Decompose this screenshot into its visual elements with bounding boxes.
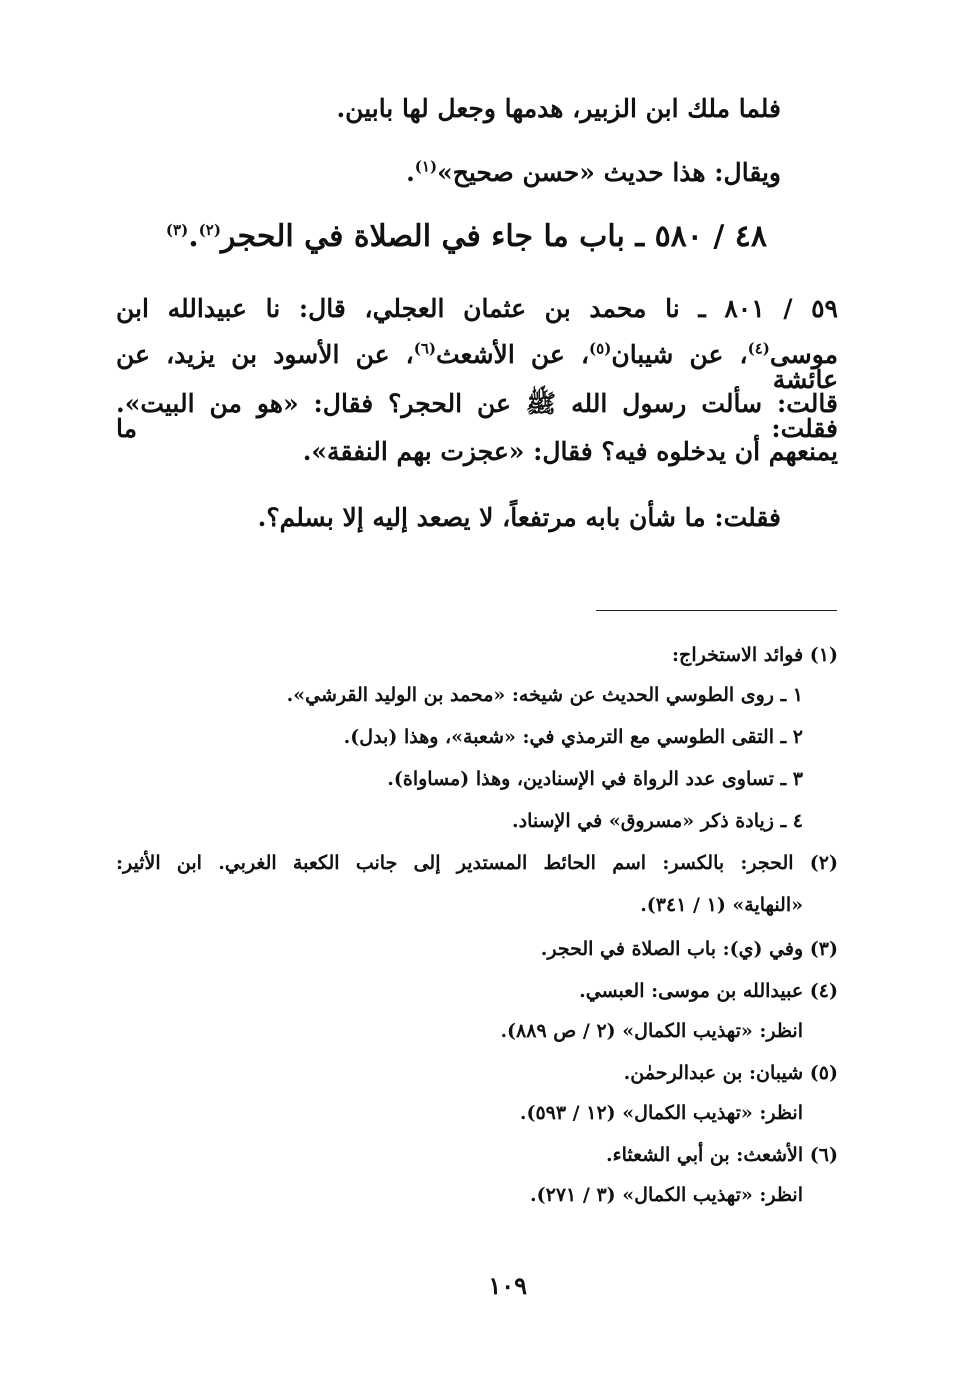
text-line-grading <box>406 157 781 187</box>
footnote-1-item-3: ٣ ـ تساوى عدد الرواة في الإسنادين، وهذا (مساواة). <box>387 768 803 790</box>
footnote-4-line-1: (٤) عبيدالله بن موسى: العبسي. <box>579 980 838 1002</box>
footnote-4-line-2: انظر: «تهذيب الكمال» (٢ / ص ٨٨٩). <box>500 1020 803 1042</box>
footnote-ref-5: (٥) <box>589 339 612 358</box>
footnote-ref-3: (٣) <box>165 221 189 239</box>
hadith-line-5: فقلت: ما شأن بابه مرتفعاً، لا يصعد إليه إلا بسلم؟. <box>257 503 781 532</box>
footnote-2-line-2: «النهاية» (١ / ٣٤١). <box>640 894 803 916</box>
chapter-heading-text: ٤٨ / ٥٨٠ ـ باب ما جاء في الصلاة في الحجر <box>220 219 767 254</box>
footnote-ref-1: (١) <box>414 157 438 176</box>
chapter-heading-end: . <box>188 219 199 254</box>
footnote-2-line-1: (٢) الحجر: بالكسر: اسم الحائط المستدير إلى جانب الكعبة الغربي. ابن الأثير: <box>116 852 838 874</box>
footnote-1-item-4: ٤ ـ زيادة ذكر «مسروق» في الإسناد. <box>512 810 803 832</box>
hadith-line-2-d: ، عن الأسود بن يزيد، عن عائشة <box>116 340 838 394</box>
chapter-heading <box>165 219 767 254</box>
hadith-line-3: قالت: سألت رسول الله ﷺ عن الحجر؟ فقال: «هو من البيت». فقلت: ما <box>116 389 838 443</box>
page-number: ١٠٩ <box>488 1271 527 1300</box>
text-line-fall-of-ibn-zubair: فلما ملك ابن الزبير، هدمها وجعل لها بابين. <box>336 94 781 123</box>
footnote-ref-4: (٤) <box>747 339 770 358</box>
footnote-1-item-1: ١ ـ روى الطوسي الحديث عن شيخه: «محمد بن الوليد القرشي». <box>286 684 803 706</box>
hadith-line-2-c: ، عن الأشعث <box>436 340 590 369</box>
grading-text: ويقال: هذا حديث «حسن صحيح» <box>437 158 781 187</box>
footnote-5-line-1: (٥) شيبان: بن عبدالرحمٰن. <box>623 1062 838 1084</box>
hadith-line-2-b: ، عن شيبان <box>611 340 748 369</box>
footnote-1-title: (١) فوائد الاستخراج: <box>672 644 838 666</box>
hadith-line-1: ٥٩ / ٨٠١ ـ نا محمد بن عثمان العجلي، قال: نا عبيدالله ابن <box>116 294 838 323</box>
hadith-line-4: يمنعهم أن يدخلوه فيه؟ فقال: «عجزت بهم النفقة». <box>302 437 838 466</box>
footnote-5-line-2: انظر: «تهذيب الكمال» (١٢ / ٥٩٣). <box>519 1102 803 1124</box>
hadith-line-2 <box>116 339 838 394</box>
footnote-separator <box>596 610 837 611</box>
footnote-6-line-2: انظر: «تهذيب الكمال» (٣ / ٢٧١). <box>530 1184 803 1206</box>
grading-end: . <box>406 158 415 187</box>
hadith-line-2-a: موسى <box>769 340 838 369</box>
footnote-3: (٣) وفي (ي): باب الصلاة في الحجر. <box>540 938 838 960</box>
footnote-ref-2: (٢) <box>198 221 221 239</box>
footnote-6-line-1: (٦) الأشعث: بن أبي الشعثاء. <box>606 1144 838 1166</box>
footnote-ref-6: (٦) <box>413 339 436 358</box>
footnote-1-item-2: ٢ ـ التقى الطوسي مع الترمذي في: «شعبة»، وهذا (بدل). <box>343 726 803 748</box>
